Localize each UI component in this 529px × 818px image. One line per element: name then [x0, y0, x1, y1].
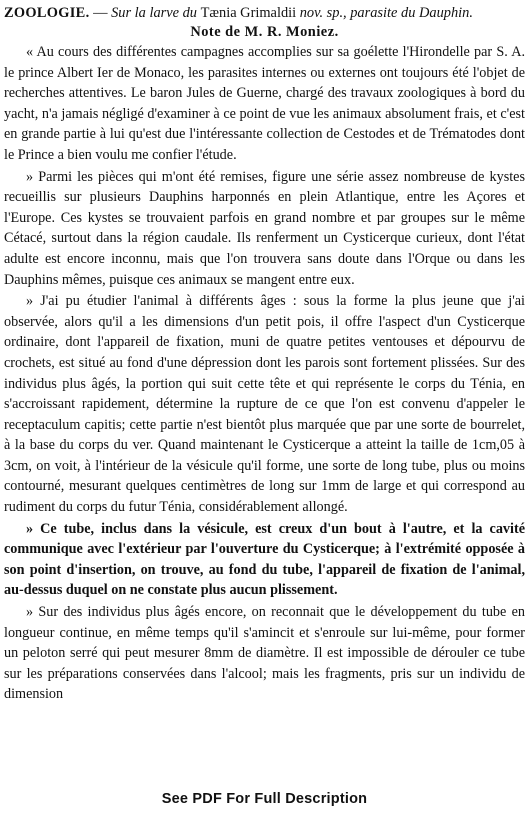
article-body: [4, 42, 525, 705]
title-line: [4, 4, 525, 23]
paragraph: » J'ai pu étudier l'animal à différents âges : sous la forme la plus jeune que j'ai observée, alors qu'il a les dimensions d'un petit pois, il offre l'aspect d'un Cysticerque ordinaire, dont l'appareil de fixation, muni de quatre petites ventouses et dépourvu de crochets, est situé au fond d'une dépression dont les parois sont fortement plissées. Sur des individus plus âgés, la portion qui suit cette tête et qui représente le corps du Ténia, en s'accroissant rapidement, détermine la rupture de ce que l'on est convenu d'appeler le receptaculum capitis; cette partie n'est bientôt plus marquée que par une sorte de bourrelet, à la base du corps du ver. Quand maintenant le Cysticerque a atteint la taille de 1cm,05 à 3cm, on voit, à l'intérieur de la vésicule qu'il forme, une sorte de long tube, plus ou moins contourné, mesurant quelques centimètres de long sur 1mm de large et qui correspond au rudiment du corps du futur Ténia, considérablement allongé.: [4, 293, 525, 516]
title-species: Tænia Grimaldii: [200, 5, 297, 21]
author-note: Note de M. R. Moniez.: [190, 24, 339, 40]
section-label: ZOOLOGIE.: [4, 5, 90, 21]
paragraph: » Ce tube, inclus dans la vésicule, est creux d'un bout à l'autre, et la cavité communique avec l'extérieur par l'ouverture du Cysticerque; à l'extrémité opposée à son point d'insertion, on trouve, au fond du tube, l'appareil de fixation de l'animal, au-dessus duquel on ne constate plus aucun plissement.: [4, 520, 525, 599]
paragraph: » Sur des individus plus âgés encore, on reconnait que le développement du tube en longueur continue, en même temps qu'il s'amincit et s'enroule sur lui-même, pour former un peloton serré qui peut mesurer 8mm de diamètre. Il est impossible de dérouler ce tube sur les préparations conservées dans l'alcool; mais les fragments, pris sur un individu de dimension: [4, 604, 525, 703]
paragraph: » Parmi les pièces qui m'ont été remises, figure une série assez nombreuse de kystes recueillis sur plusieurs Dauphins harponnés en plein Atlantique, entre les Açores et l'Europe. Ces kystes se trouvaient parfois en grand nombre et par groupes sur le même Cétacé, surtout dans la région caudale. Ils renferment un Cysticerque curieux, dont l'état adulte est encore inconnu, mais que l'on trouvera sans doute dans l'Orque ou dans les Dauphins mêmes, puisque ces animaux se mangent entre eux.: [4, 168, 525, 288]
title-suffix: nov. sp., parasite du Dauphin.: [296, 5, 473, 21]
paragraph: « Au cours des différentes campagnes accomplies sur sa goélette l'Hirondelle par S. A. le prince Albert Ier de Monaco, les parasites internes ou externes ont toujours été l'objet de recherches attentives. Le baron Jules de Guerne, chargé des travaux zoologiques à bord du yacht, n'a jamais négligé d'examiner à ce point de vue les animaux absolument frais, et c'est en grande partie à lui qu'est due l'intéressante collection de Cestodes et de Trématodes dont le Prince a bien voulu me confier l'étude.: [4, 44, 525, 163]
title-dash: —: [89, 5, 112, 21]
title-prefix: Sur la larve du: [111, 5, 201, 21]
full-description-link[interactable]: See PDF For Full Description: [161, 791, 368, 807]
article-header: [4, 4, 525, 42]
